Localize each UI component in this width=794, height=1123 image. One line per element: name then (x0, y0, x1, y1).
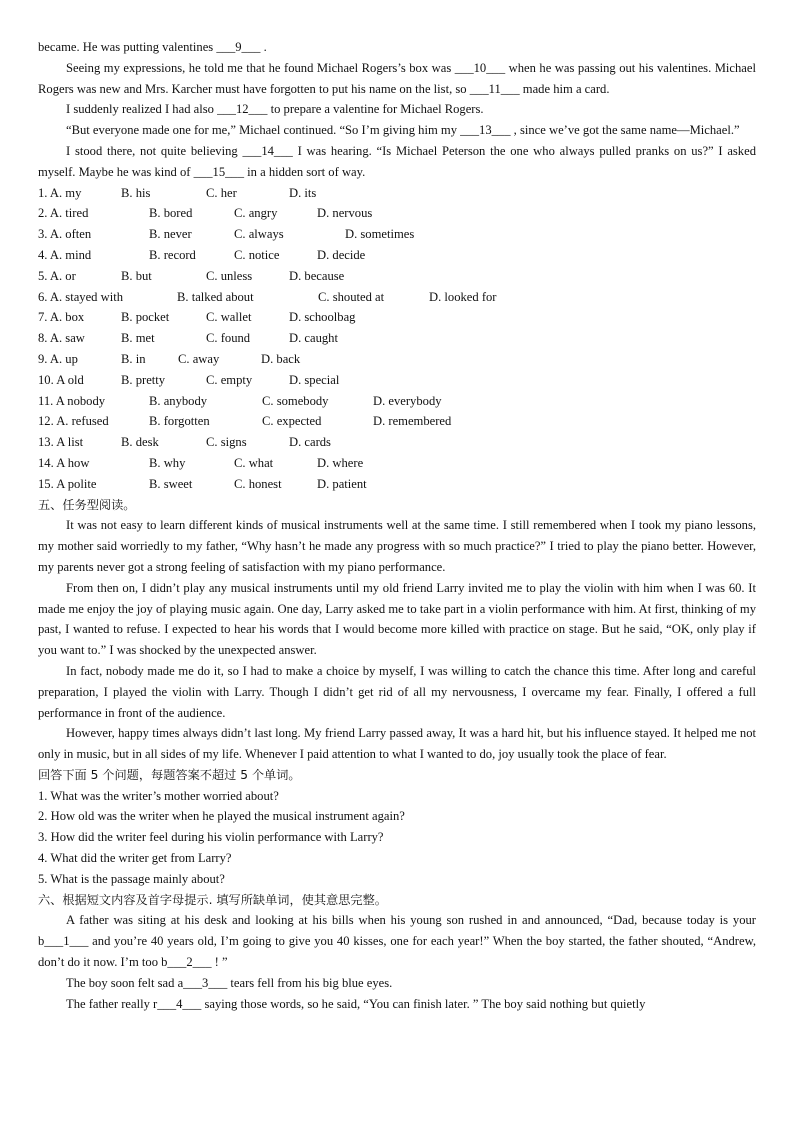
cloze-passage-paragraph: I suddenly realized I had also ___12___ to prepare a valentine for Michael Rogers. (66, 102, 484, 117)
option-c: C. her (206, 185, 237, 200)
option-b: B. talked about (177, 289, 254, 304)
option-d: D. everybody (373, 393, 442, 408)
option-b: B. pretty (121, 372, 166, 387)
option-b: B. desk (121, 435, 159, 450)
option-a: 8. A. saw (38, 331, 85, 346)
option-b: B. in (121, 351, 146, 366)
option-row (38, 453, 756, 474)
option-b: B. why (149, 455, 186, 470)
question-instruction: 回答下面 5 个问题，每题答案不超过 5 个单词。 (38, 767, 301, 782)
option-d: D. decide (317, 247, 366, 262)
section-heading-fill-in: 六、根据短文内容及首字母提示. 填写所缺单词，使其意思完整。 (38, 892, 387, 907)
option-d: D. special (289, 372, 340, 387)
option-b: B. met (121, 331, 155, 346)
option-d: D. nervous (317, 206, 373, 221)
option-d: D. sometimes (345, 227, 415, 242)
fill-in-paragraph: The boy soon felt sad a___3___ tears fell from his big blue eyes. (66, 975, 393, 990)
fill-in-paragraph: The father really r___4___ saying those words, so he said, “You can finish later. ” The boy said nothing but quietly (66, 996, 646, 1011)
option-c: C. somebody (262, 393, 329, 408)
option-d: D. back (261, 351, 301, 366)
option-a: 15. A polite (38, 476, 97, 491)
section-heading-task-reading: 五、任务型阅读。 (38, 497, 136, 512)
cloze-options-list (38, 183, 756, 495)
option-c: C. expected (262, 414, 322, 429)
option-row (38, 411, 756, 432)
option-a: 2. A. tired (38, 206, 89, 221)
question-item: 2. How old was the writer when he played the musical instrument again? (38, 809, 405, 824)
option-row (38, 474, 756, 495)
reading-paragraph: In fact, nobody made me do it, so I had to make a choice by myself, I was willing to catch the chance this time. After long and careful preparation, I played the violin with Larry. Though I didn’t get rid of all my nervousness, I overcame my fear. Finally, I offered a full performance in front of the audience. (38, 663, 756, 720)
question-item: 1. What was the writer’s mother worried about? (38, 788, 279, 803)
option-c: C. honest (234, 476, 282, 491)
option-a: 14. A how (38, 455, 90, 470)
option-row (38, 307, 756, 328)
option-row (38, 349, 756, 370)
option-row (38, 370, 756, 391)
option-row (38, 183, 756, 204)
option-d: D. schoolbag (289, 310, 356, 325)
option-a: 3. A. often (38, 227, 92, 242)
reading-paragraph: However, happy times always didn’t last long. My friend Larry passed away, It was a hard hit, but his influence stayed. It helped me not only in music, but in all sides of my life. Whenever I paid attention to what I wanted to do, joy usually took the place of fear. (38, 726, 756, 762)
option-a: 11. A nobody (38, 393, 106, 408)
reading-paragraph: It was not easy to learn different kinds of musical instruments well at the same time. I still remembered when I took my piano lessons, my mother said worriedly to my father, “Why hasn’t he made any progress with so much practice?” I tried to play the piano better. However, my parents never got a strong feeling of satisfaction with my piano performance. (38, 518, 756, 574)
question-item: 3. How did the writer feel during his violin performance with Larry? (38, 830, 384, 845)
option-b: B. bored (149, 206, 193, 221)
option-c: C. wallet (206, 310, 252, 325)
option-a: 7. A. box (38, 310, 85, 325)
option-c: C. always (234, 227, 284, 242)
fill-in-paragraph: A father was siting at his desk and looking at his bills when his young son rushed in and announced, “Dad, because today is your b___1___ and you’re 40 years old, I’m going to give you 40 kisses, one for each year!” When the boy started, the father shouted, “Andrew, don’t do it now. I’m too b___2___ ! ” (38, 913, 756, 970)
option-a: 12. A. refused (38, 414, 109, 429)
option-c: C. signs (206, 435, 247, 450)
option-d: D. because (289, 268, 345, 283)
cloze-passage-line: became. He was putting valentines ___9___ . (38, 40, 267, 54)
exam-page (38, 37, 756, 1014)
cloze-passage-paragraph: I stood there, not quite believing ___14___ I was hearing. “Is Michael Peterson the one who always pulled pranks on us?” I asked myself. Maybe he was kind of ___15___ in a hidden sort of way. (38, 143, 756, 179)
option-row (38, 266, 756, 287)
option-c: C. away (178, 351, 220, 366)
option-d: D. patient (317, 476, 367, 491)
option-c: C. unless (206, 268, 253, 283)
option-c: C. notice (234, 247, 280, 262)
cloze-passage-paragraph: Seeing my expressions, he told me that he found Michael Rogers’s box was ___10___ when he was passing out his valentines. Michael Rogers was new and Mrs. Karcher must have forgotten to put his name on the list, so ___11___ made him a card. (38, 60, 756, 96)
option-a: 9. A. up (38, 351, 78, 366)
reading-paragraph: From then on, I didn’t play any musical instruments until my old friend Larry invited me to play the violin with him when I was 60. It made me enjoy the joy of playing music again. One day, Larry asked me to take part in a violin performance with him. At first, thinking of my past, I wanted to refuse. I expected to hear his words that I would become more killed with practice on stage. But he said, “OK, only play if you want to.” I was shocked by the unexpected answer. (38, 580, 756, 658)
option-b: B. sweet (149, 476, 193, 491)
option-b: B. record (149, 247, 196, 262)
option-d: D. where (317, 455, 364, 470)
question-item: 5. What is the passage mainly about? (38, 871, 225, 886)
option-d: D. its (289, 185, 317, 200)
option-c: C. angry (234, 206, 278, 221)
option-row (38, 432, 756, 453)
option-d: D. looked for (429, 289, 497, 304)
option-row (38, 391, 756, 412)
option-a: 6. A. stayed with (38, 289, 124, 304)
option-d: D. caught (289, 331, 338, 346)
option-b: B. but (121, 268, 152, 283)
option-row (38, 203, 756, 224)
option-b: B. anybody (149, 393, 208, 408)
option-c: C. found (206, 331, 251, 346)
option-b: B. never (149, 227, 192, 242)
cloze-passage-paragraph: “But everyone made one for me,” Michael continued. “So I’m giving him my ___13___ , since we’ve got the same name—Michael.” (66, 123, 740, 138)
option-row (38, 224, 756, 245)
option-row (38, 287, 756, 308)
option-a: 5. A. or (38, 268, 76, 283)
option-d: D. remembered (373, 414, 452, 429)
option-a: 1. A. my (38, 185, 82, 200)
option-row (38, 328, 756, 349)
option-b: B. pocket (121, 310, 170, 325)
option-c: C. shouted at (318, 289, 385, 304)
option-a: 13. A list (38, 435, 84, 450)
question-item: 4. What did the writer get from Larry? (38, 851, 232, 866)
option-c: C. what (234, 455, 274, 470)
option-d: D. cards (289, 435, 331, 450)
option-a: 4. A. mind (38, 247, 92, 262)
option-a: 10. A old (38, 372, 84, 387)
option-b: B. his (121, 185, 151, 200)
option-b: B. forgotten (149, 414, 210, 429)
option-row (38, 245, 756, 266)
option-c: C. empty (206, 372, 253, 387)
